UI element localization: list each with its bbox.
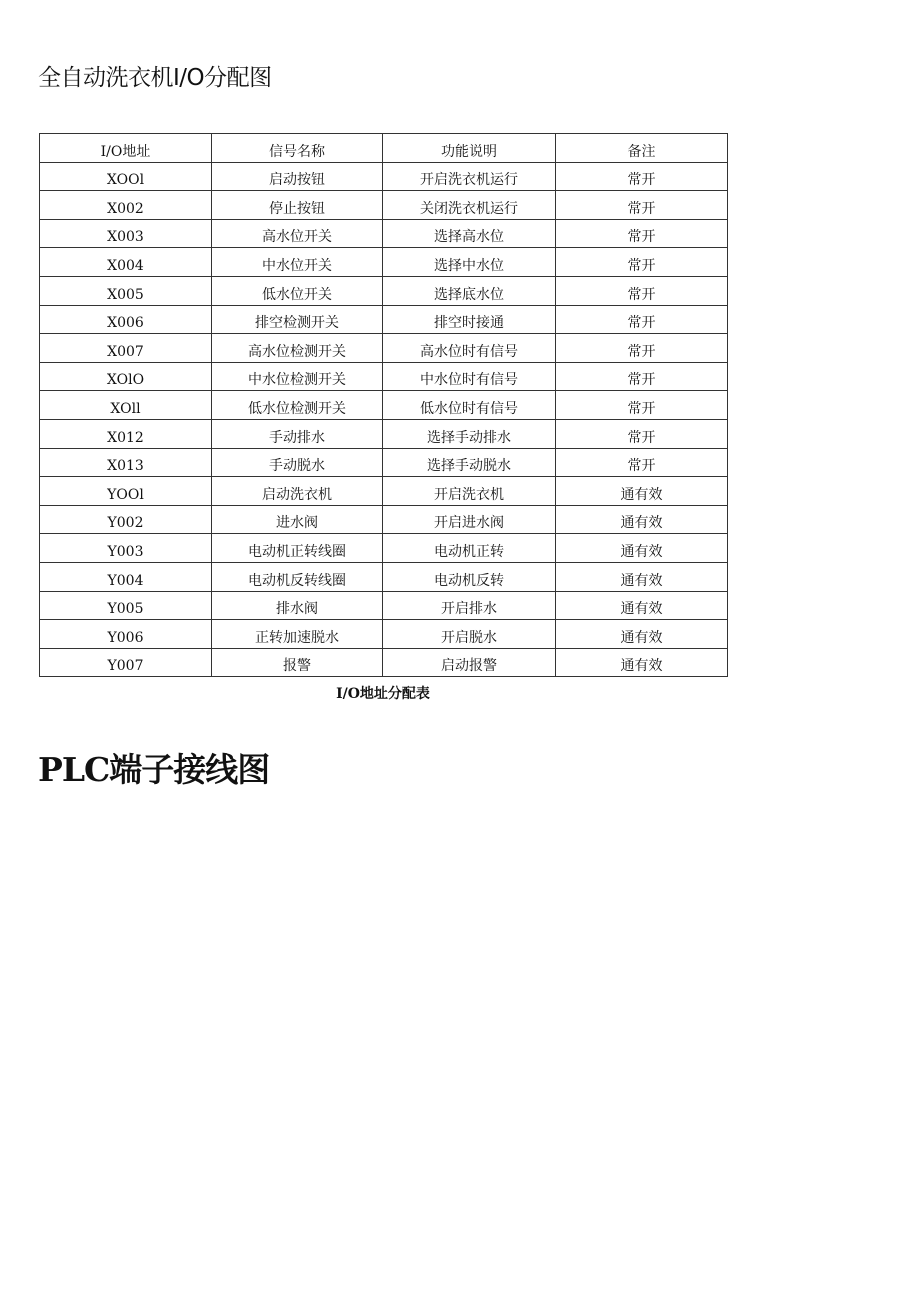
cell-function: 选择手动脱水 [383, 448, 556, 477]
table-row [40, 162, 728, 191]
cell-remark: 常开 [556, 419, 728, 448]
header-remark: 备注 [556, 134, 728, 163]
cell-io-address: X012 [40, 419, 212, 448]
cell-function: 排空时接通 [383, 305, 556, 334]
cell-function: 开启进水阀 [383, 505, 556, 534]
table-row [40, 362, 728, 391]
cell-signal-name: 启动洗衣机 [212, 477, 383, 506]
cell-signal-name: 手动脱水 [212, 448, 383, 477]
cell-remark: 常开 [556, 219, 728, 248]
table-row [40, 419, 728, 448]
cell-remark: 通有效 [556, 620, 728, 649]
table-row [40, 276, 728, 305]
cell-signal-name: 低水位开关 [212, 276, 383, 305]
cell-remark: 常开 [556, 391, 728, 420]
cell-io-address: X004 [40, 248, 212, 277]
cell-remark: 通有效 [556, 591, 728, 620]
cell-io-address: YOOl [40, 477, 212, 506]
cell-function: 启动报警 [383, 648, 556, 677]
cell-signal-name: 进水阀 [212, 505, 383, 534]
cell-io-address: XOlO [40, 362, 212, 391]
cell-io-address: X007 [40, 334, 212, 363]
cell-function: 选择高水位 [383, 219, 556, 248]
cell-signal-name: 启动按钮 [212, 162, 383, 191]
cell-remark: 常开 [556, 334, 728, 363]
cell-function: 选择手动排水 [383, 419, 556, 448]
table-row [40, 334, 728, 363]
table-row [40, 505, 728, 534]
cell-signal-name: 低水位检测开关 [212, 391, 383, 420]
cell-function: 选择中水位 [383, 248, 556, 277]
cell-io-address: X002 [40, 191, 212, 220]
cell-signal-name: 高水位检测开关 [212, 334, 383, 363]
cell-function: 开启脱水 [383, 620, 556, 649]
cell-signal-name: 停止按钮 [212, 191, 383, 220]
cell-io-address: X005 [40, 276, 212, 305]
cell-remark: 通有效 [556, 562, 728, 591]
cell-io-address: X006 [40, 305, 212, 334]
cell-signal-name: 电动机正转线圈 [212, 534, 383, 563]
cell-function: 电动机反转 [383, 562, 556, 591]
cell-io-address: XOOl [40, 162, 212, 191]
cell-io-address: X013 [40, 448, 212, 477]
table-row [40, 448, 728, 477]
table-row [40, 534, 728, 563]
table-row [40, 219, 728, 248]
cell-remark: 常开 [556, 162, 728, 191]
cell-remark: 常开 [556, 276, 728, 305]
cell-signal-name: 手动排水 [212, 419, 383, 448]
table-row [40, 191, 728, 220]
cell-io-address: Y004 [40, 562, 212, 591]
cell-function: 开启洗衣机 [383, 477, 556, 506]
cell-signal-name: 中水位开关 [212, 248, 383, 277]
table-row [40, 591, 728, 620]
cell-io-address: Y006 [40, 620, 212, 649]
cell-signal-name: 中水位检测开关 [212, 362, 383, 391]
table-row [40, 305, 728, 334]
cell-io-address: XOll [40, 391, 212, 420]
cell-function: 关闭洗衣机运行 [383, 191, 556, 220]
table-row [40, 648, 728, 677]
cell-remark: 通有效 [556, 534, 728, 563]
io-allocation-table [39, 133, 728, 677]
table-row [40, 391, 728, 420]
cell-io-address: X003 [40, 219, 212, 248]
cell-signal-name: 高水位开关 [212, 219, 383, 248]
table-row [40, 620, 728, 649]
table-row [40, 477, 728, 506]
cell-function: 低水位时有信号 [383, 391, 556, 420]
cell-signal-name: 正转加速脱水 [212, 620, 383, 649]
cell-function: 开启排水 [383, 591, 556, 620]
cell-remark: 常开 [556, 305, 728, 334]
cell-function: 中水位时有信号 [383, 362, 556, 391]
cell-remark: 常开 [556, 248, 728, 277]
cell-remark: 常开 [556, 362, 728, 391]
header-io-address: I/O地址 [40, 134, 212, 163]
cell-io-address: Y007 [40, 648, 212, 677]
cell-function: 电动机正转 [383, 534, 556, 563]
table-row [40, 248, 728, 277]
cell-io-address: Y005 [40, 591, 212, 620]
cell-remark: 通有效 [556, 648, 728, 677]
cell-io-address: Y003 [40, 534, 212, 563]
header-function: 功能说明 [383, 134, 556, 163]
header-signal-name: 信号名称 [212, 134, 383, 163]
cell-signal-name: 电动机反转线圈 [212, 562, 383, 591]
cell-signal-name: 报警 [212, 648, 383, 677]
cell-remark: 通有效 [556, 477, 728, 506]
cell-remark: 常开 [556, 448, 728, 477]
cell-function: 开启洗衣机运行 [383, 162, 556, 191]
cell-remark: 常开 [556, 191, 728, 220]
document-title: 全自动洗衣机I/O分配图 [38, 65, 272, 91]
cell-function: 选择底水位 [383, 276, 556, 305]
table-row [40, 562, 728, 591]
cell-remark: 通有效 [556, 505, 728, 534]
table-caption: I/O地址分配表 [336, 686, 430, 702]
table-header-row [40, 134, 728, 163]
section-heading-plc-wiring: PLC端子接线图 [38, 750, 270, 789]
cell-signal-name: 排水阀 [212, 591, 383, 620]
cell-signal-name: 排空检测开关 [212, 305, 383, 334]
cell-io-address: Y002 [40, 505, 212, 534]
cell-function: 高水位时有信号 [383, 334, 556, 363]
